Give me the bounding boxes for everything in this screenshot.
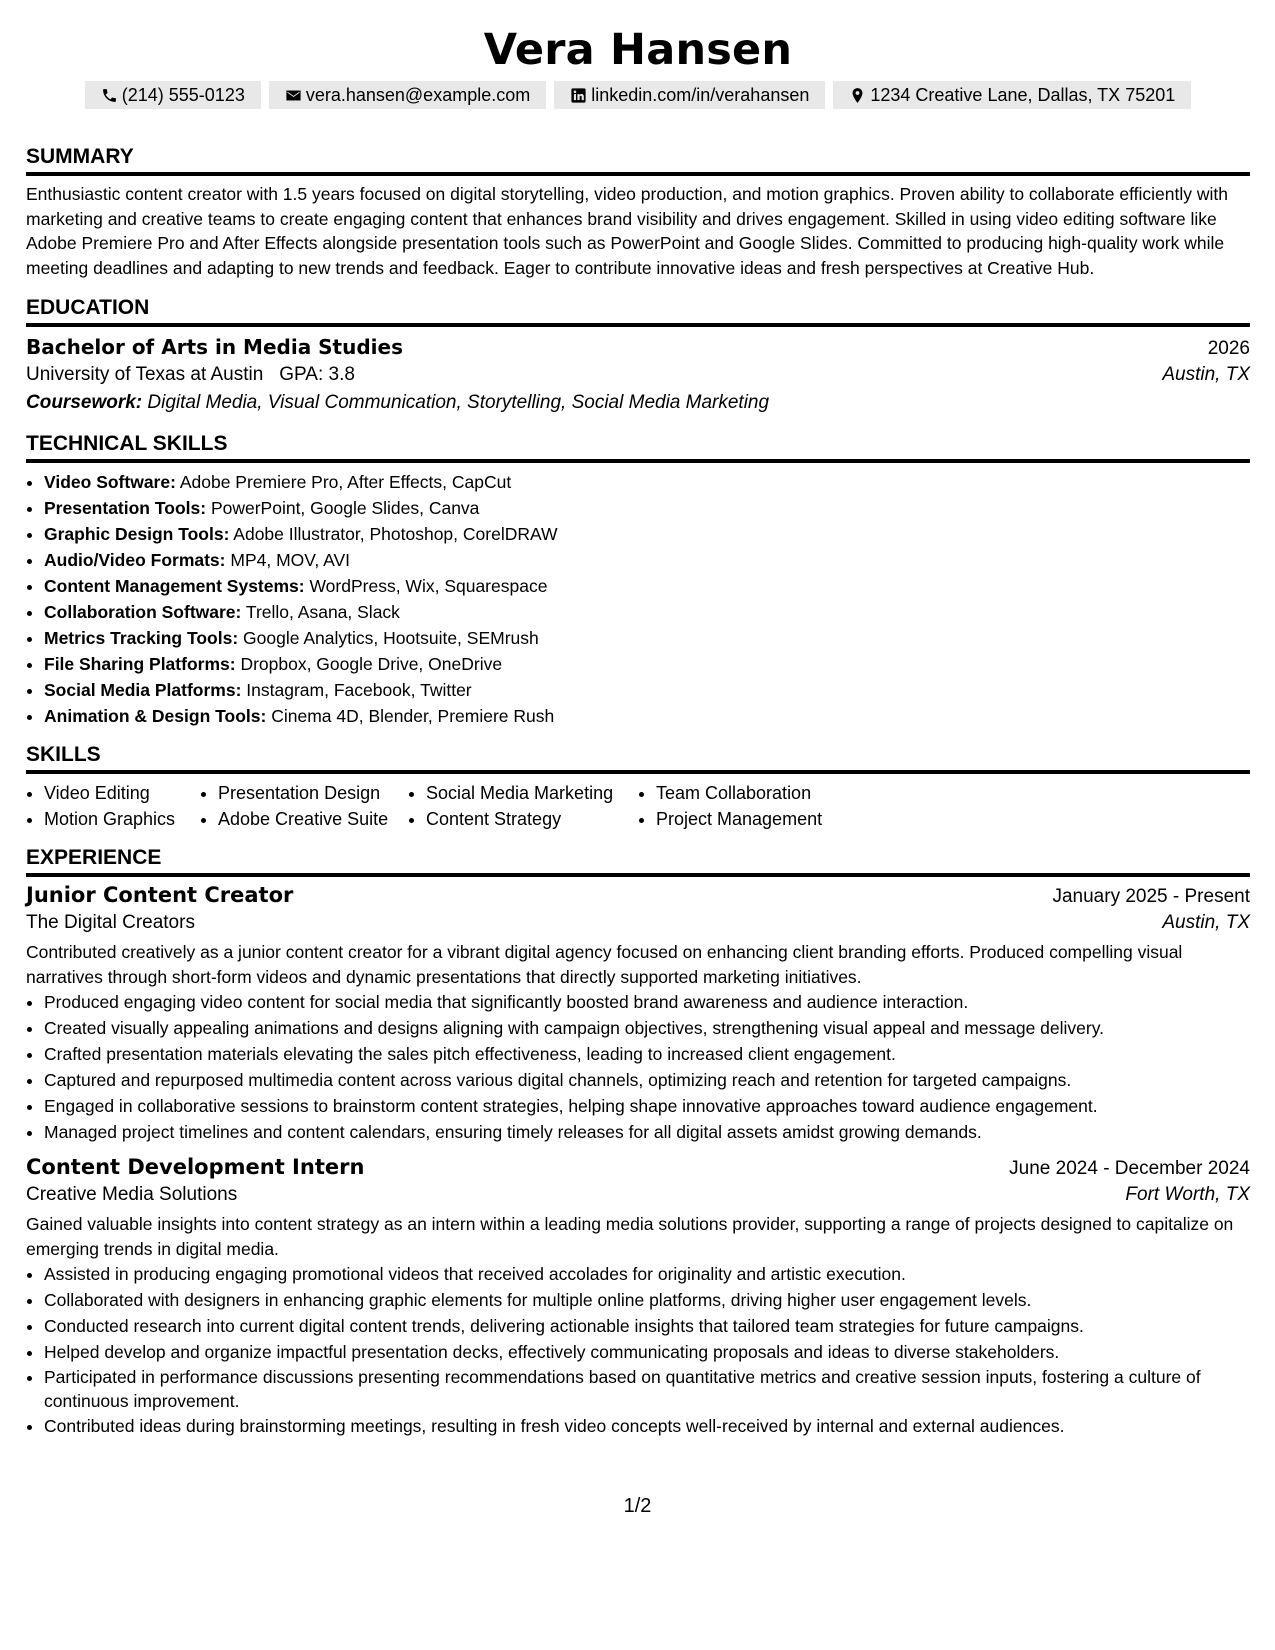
job-entry (26, 883, 1250, 1145)
skill-category: Presentation Tools: (44, 498, 207, 518)
graduation-year: 2026 (1207, 338, 1250, 359)
contact-linkedin[interactable] (554, 81, 825, 109)
list-item (44, 469, 1250, 495)
map-pin-icon (849, 87, 866, 104)
skill-category: Collaboration Software: (44, 602, 242, 622)
job-bullets (26, 1261, 1250, 1439)
section-title-skills: SKILLS (26, 743, 1250, 774)
contact-bar (26, 81, 1250, 109)
list-item (44, 703, 1250, 729)
gpa: GPA: 3.8 (279, 364, 355, 385)
list-item (44, 599, 1250, 625)
coursework (26, 392, 1250, 414)
list-item (44, 495, 1250, 521)
education-school-row (26, 364, 1250, 386)
school-location: Austin, TX (1162, 364, 1250, 385)
job-dates: January 2025 - Present (1052, 886, 1250, 907)
list-item: • Assisted in producing engaging promotional videos that received accolades for originality and artistic execution. (44, 1261, 1250, 1287)
contact-email[interactable] (269, 81, 546, 109)
company-name: Creative Media Solutions (26, 1184, 238, 1205)
list-item: • Helped develop and organize impactful presentation decks, effectively communicating proposals and ideas to diverse stakeholders. (44, 1339, 1250, 1365)
skill-category: Graphic Design Tools: (44, 524, 230, 544)
contact-email-text: vera.hansen@example.com (305, 85, 531, 105)
list-item (44, 547, 1250, 573)
list-item: • Captured and repurposed multimedia content across various digital channels, optimizing reach and retention for targeted campaigns. (44, 1067, 1250, 1093)
skill-category: Video Software: (44, 472, 176, 492)
list-item: • Project Management (656, 806, 856, 832)
skill-values: MP4, MOV, AVI (230, 550, 351, 570)
contact-address-text: 1234 Creative Lane, Dallas, TX 75201 (870, 85, 1176, 105)
list-item: • Adobe Creative Suite (218, 806, 408, 832)
contact-address (833, 81, 1191, 109)
list-item: • Created visually appealing animations and designs aligning with campaign objectives, strengthening visual appeal and message delivery. (44, 1015, 1250, 1041)
skill-values: Trello, Asana, Slack (245, 602, 400, 622)
company-name: The Digital Creators (26, 912, 195, 933)
skill-values: Adobe Premiere Pro, After Effects, CapCut (179, 472, 512, 492)
job-summary: Contributed creatively as a junior content creator for a vibrant digital agency focused on enhancing client branding efforts. Produced compelling visual narratives through short-form videos and dynamic presentations that directly supported marketing initiatives. (26, 942, 1183, 987)
job-header-row (26, 883, 1250, 908)
job-dates: June 2024 - December 2024 (1009, 1158, 1250, 1179)
candidate-name: Vera Hansen (483, 25, 793, 75)
skill-category: Social Media Platforms: (44, 680, 242, 700)
list-item: • Team Collaboration (656, 780, 856, 806)
coursework-label: Coursework: (26, 392, 143, 413)
list-item: • Produced engaging video content for social media that significantly boosted brand awareness and audience interaction. (44, 989, 1250, 1015)
skills-column (200, 780, 408, 832)
summary-text: Enthusiastic content creator with 1.5 years focused on digital storytelling, video production, and motion graphics. Proven ability to collaborate efficiently with marketing and creative teams to create engaging content that enhances brand visibility and drives engagement. Skilled in using video editing software like Adobe Premiere Pro and After Effects alongside presentation tools such as PowerPoint and Google Slides. Committed to producing high-quality work while meeting deadlines and adapting to new trends and feedback. Eager to contribute innovative ideas and fresh perspectives at Creative Hub. (26, 184, 1228, 278)
degree: Bachelor of Arts in Media Studies (26, 335, 403, 359)
list-item (44, 521, 1250, 547)
technical-skills-list (26, 469, 1250, 729)
job-summary: Gained valuable insights into content strategy as an intern within a leading media solutions provider, supporting a range of projects designed to capitalize on emerging trends in digital media. (26, 1214, 1234, 1259)
list-item (44, 573, 1250, 599)
job-title: Junior Content Creator (26, 883, 294, 907)
skills-grid (26, 780, 1250, 832)
list-item: • Collaborated with designers in enhancing graphic elements for multiple online platforms, driving higher user engagement levels. (44, 1287, 1250, 1313)
job-title: Content Development Intern (26, 1155, 365, 1179)
skill-category: Animation & Design Tools: (44, 706, 267, 726)
list-item: • Motion Graphics (44, 806, 200, 832)
list-item: • Crafted presentation materials elevating the sales pitch effectiveness, leading to increased client engagement. (44, 1041, 1250, 1067)
skill-category: File Sharing Platforms: (44, 654, 236, 674)
skill-values: Instagram, Facebook, Twitter (246, 680, 472, 700)
section-title-summary: SUMMARY (26, 145, 1250, 176)
skill-values: Cinema 4D, Blender, Premiere Rush (271, 706, 555, 726)
page-number: 1/2 (623, 1495, 652, 1517)
coursework-list: Digital Media, Visual Communication, Storytelling, Social Media Marketing (147, 392, 770, 413)
job-company-row (26, 1184, 1250, 1206)
list-item (44, 625, 1250, 651)
list-item: • Presentation Design (218, 780, 408, 806)
skills-column (638, 780, 856, 832)
section-title-technical-skills: TECHNICAL SKILLS (26, 432, 1250, 463)
list-item: • Content Strategy (426, 806, 638, 832)
job-header-row (26, 1155, 1250, 1180)
job-entry (26, 1155, 1250, 1439)
skill-values: PowerPoint, Google Slides, Canva (210, 498, 480, 518)
phone-icon (101, 87, 118, 104)
skill-category: Content Management Systems: (44, 576, 305, 596)
skill-category: Metrics Tracking Tools: (44, 628, 239, 648)
skill-values: WordPress, Wix, Squarespace (309, 576, 548, 596)
list-item: • Managed project timelines and content calendars, ensuring timely releases for all digital assets amidst growing demands. (44, 1119, 1250, 1145)
contact-phone[interactable] (85, 81, 261, 109)
skill-category: Audio/Video Formats: (44, 550, 226, 570)
school-line (26, 364, 355, 386)
linkedin-icon (570, 87, 587, 104)
envelope-icon (285, 87, 302, 104)
list-item: • Conducted research into current digital content trends, delivering actionable insights that tailored team strategies for future campaigns. (44, 1313, 1250, 1339)
section-title-experience: EXPERIENCE (26, 846, 1250, 877)
skill-values: Google Analytics, Hootsuite, SEMrush (243, 628, 539, 648)
section-title-education: EDUCATION (26, 296, 1250, 327)
contact-phone-text: (214) 555-0123 (121, 85, 245, 105)
list-item: • Participated in performance discussions presenting recommendations based on quantitative metrics and creative session inputs, fostering a culture of continuous improvement. (44, 1365, 1250, 1413)
contact-linkedin-text: linkedin.com/in/verahansen (591, 85, 810, 105)
list-item: • Contributed ideas during brainstorming meetings, resulting in fresh video concepts well-received by internal and external audiences. (44, 1413, 1250, 1439)
school-name: University of Texas at Austin (26, 364, 264, 385)
job-location: Austin, TX (1162, 912, 1250, 933)
skill-values: Dropbox, Google Drive, OneDrive (240, 654, 503, 674)
list-item: • Engaged in collaborative sessions to brainstorm content strategies, helping shape innovative approaches toward audience engagement. (44, 1093, 1250, 1119)
list-item (44, 677, 1250, 703)
skills-column (408, 780, 638, 832)
skills-column (26, 780, 200, 832)
job-bullets (26, 989, 1250, 1145)
resume-page (26, 0, 1250, 1439)
list-item: • Social Media Marketing (426, 780, 638, 806)
job-company-row (26, 912, 1250, 934)
education-header-row (26, 335, 1250, 360)
list-item: • Video Editing (44, 780, 200, 806)
list-item (44, 651, 1250, 677)
skill-values: Adobe Illustrator, Photoshop, CorelDRAW (233, 524, 558, 544)
job-location: Fort Worth, TX (1125, 1184, 1250, 1205)
